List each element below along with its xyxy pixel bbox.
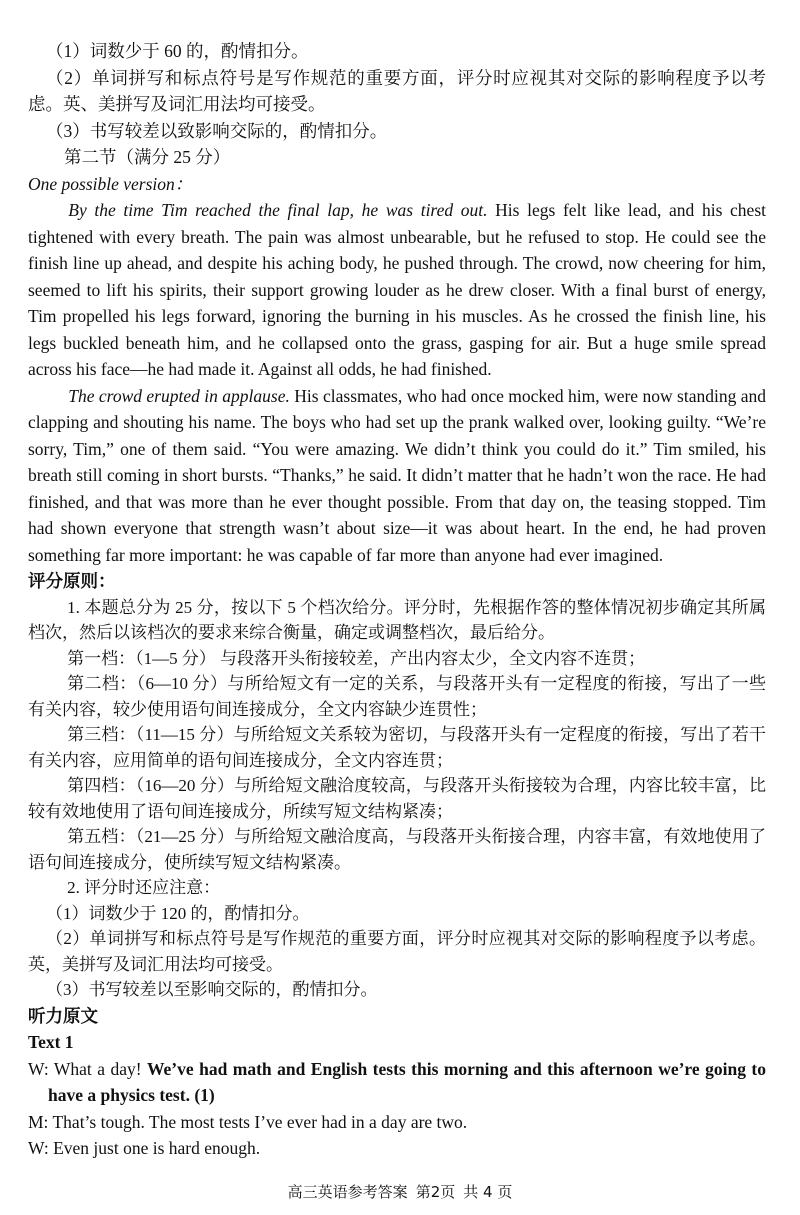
- footer-title: 高三英语参考答案: [287, 1183, 408, 1201]
- dialogue-w1-bold: We’ve had math and English tests this morning and this afternoon we’re going to have a physics test. (1): [48, 1058, 766, 1105]
- note-2-text: （2）单词拼写和标点符号是写作规范的重要方面，评分时应视其对交际的影响程度予以考虑。英、美拼写及词汇用法均可接受。: [28, 67, 766, 114]
- dialogue-m1: M: That’s tough. The most tests I’ve ever had in a day are two.: [28, 1111, 468, 1132]
- answer-key-page: [28, 38, 766, 1162]
- section-2-title: 第二节（满分 25 分）: [64, 147, 231, 167]
- grading-title: 评分原则：: [28, 571, 116, 591]
- dialogue-w1-prefix: W: What a day!: [28, 1058, 147, 1079]
- level-2: 第二档：（6—10 分）与所给短文有一定的关系，与段落开头有一定程度的衔接，写出了一些有关内容，较少使用语句间连接成分，全文内容缺少连贯性；: [28, 674, 766, 719]
- paragraph-2-lead: The crowd erupted in applause.: [68, 385, 290, 406]
- bottom-note-1: （1）词数少于 120 的，酌情扣分。: [46, 903, 310, 923]
- level-4: 第四档：（16—20 分）与所给短文融洽度较高，与段落开头衔接较为合理，内容比较丰富，比较有效地使用了语句间连接成分，所续写短文结构紧凑；: [28, 776, 766, 821]
- footer-total: 共 4 页: [463, 1183, 513, 1201]
- bottom-note-2: [28, 926, 766, 977]
- bottom-note-3: （3）书写较差以至影响交际的，酌情扣分。: [46, 980, 378, 999]
- level-5: 第五档：（21—25 分）与所给短文融洽度高，与段落开头衔接合理，内容丰富，有效地使用了语句间连接成分，使所续写短文结构紧凑。: [28, 827, 766, 872]
- note-2: [28, 65, 766, 118]
- page-footer: [0, 1181, 800, 1202]
- paragraph-1-lead: By the time Tim reached the final lap, he was tired out.: [68, 200, 488, 220]
- note-1: （1）词数少于 60 的，酌情扣分。: [46, 41, 309, 61]
- level-3: 第三档：（11—15 分）与所给短文关系较为密切，与段落开头有一定程度的衔接，写出了若干有关内容，应用简单的语句间连接成分，全文内容连贯；: [28, 725, 766, 770]
- level-1: 第一档：（1—5 分） 与段落开头衔接较差，产出内容太少，全文内容不连贯；: [67, 648, 646, 668]
- essay-paragraph-1: [28, 197, 766, 383]
- essay-paragraph-2: [28, 383, 766, 569]
- paragraph-2-body: His classmates, who had once mocked him, were now standing and clapping and shouting his name. The boys who had set up the prank walked over, looking guilty. “We’re sorry, Tim,” one of them said. “You were amazing. We didn’t think you could do it.” Tim smiled, his breath still coming in short bursts. “Thanks,” he said. It didn’t matter that he hadn’t won the race. He had finished, and that was more than he ever thought possible. From that day on, the teasing stopped. Tim had shown everyone that strength wasn’t about size—it was about heart. In the end, he had proven something far more important: he was capable of far more than anyone had ever imagined.: [28, 385, 766, 565]
- paragraph-1-body: His legs felt like lead, and his chest tightened with every breath. The pain was almost unbearable, but he refused to stop. He could see the finish line up ahead, and despite his aching body, he pushed through. The crowd, now cheering for him, seemed to lift his spirits, their support growing louder as he drew closer. With a final burst of energy, Tim propelled his legs forward, ignoring the burning in his muscles. As he crossed the finish line, his legs buckled beneath him, and he collapsed onto the grass, gasping for air. But a huge smile spread across his face—he had made it. Against all odds, he had finished.: [28, 200, 766, 379]
- note-3: （3）书写较差以致影响交际的，酌情扣分。: [46, 120, 388, 141]
- bottom-note-2-text: （2）单词拼写和标点符号是写作规范的重要方面，评分时应视其对交际的影响程度予以考虑。英，美拼写及词汇用法均可接受。: [28, 929, 766, 974]
- footer-page: 第2页: [415, 1183, 456, 1201]
- possible-version-label: One possible version：: [28, 173, 193, 194]
- dialogue-w1: [28, 1056, 766, 1109]
- text-1-title: Text 1: [28, 1032, 74, 1052]
- grading-item-2: 2. 评分时还应注意：: [67, 878, 221, 897]
- dialogue-w2: W: Even just one is hard enough.: [28, 1138, 261, 1158]
- grading-item-1: 1. 本题总分为 25 分，按以下 5 个档次给分。评分时，先根据作答的整体情况初步确定其所属档次，然后以该档次的要求来综合衡量，确定或调整档次，最后给分。: [28, 597, 766, 642]
- listening-title: 听力原文: [28, 1005, 98, 1026]
